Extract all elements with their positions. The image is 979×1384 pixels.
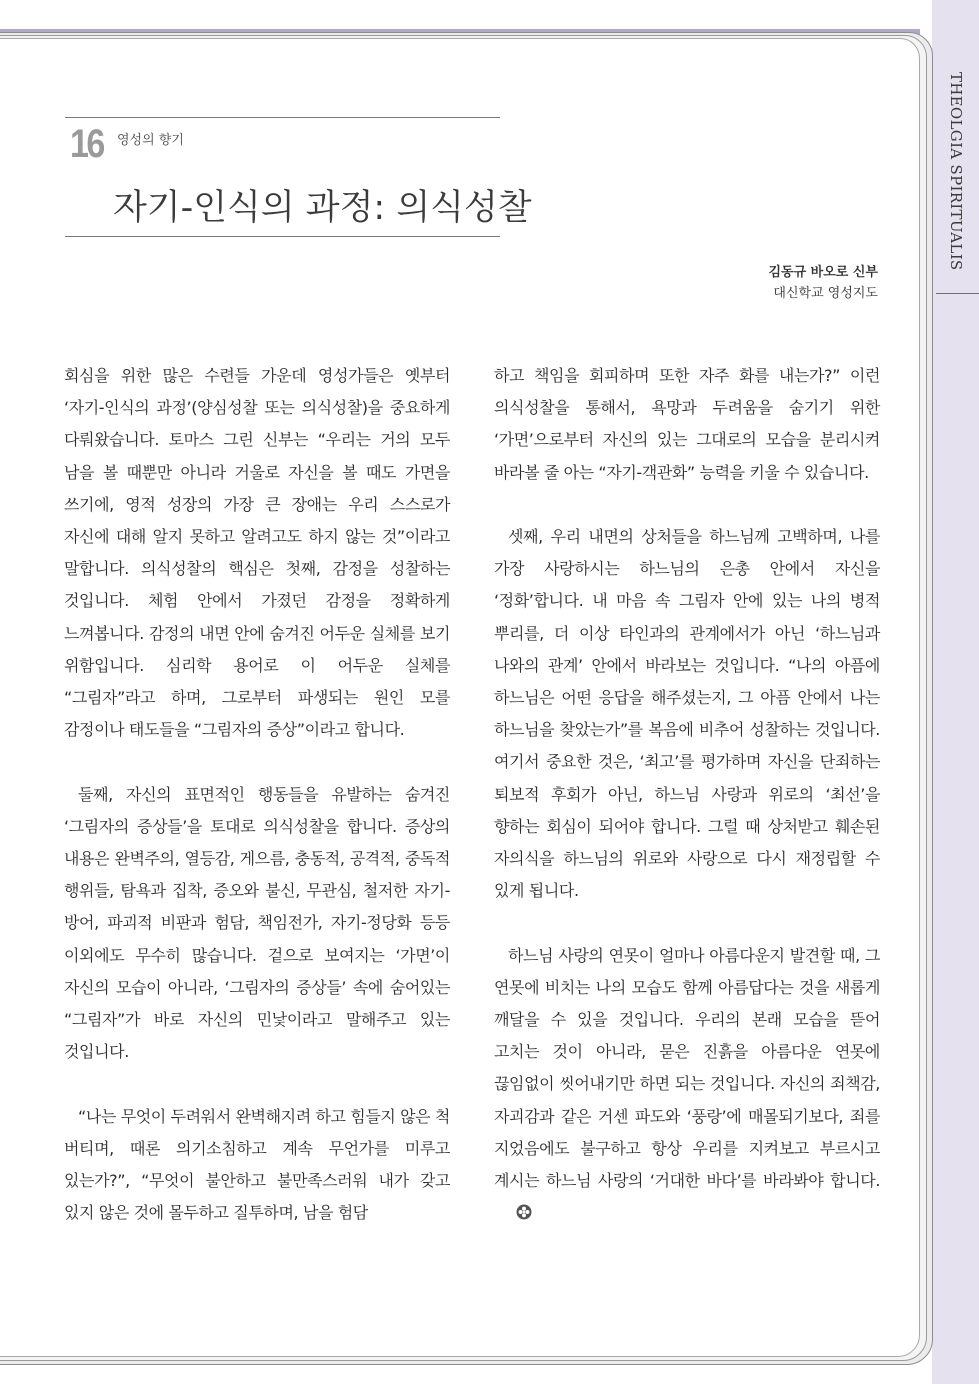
header-rule-top bbox=[65, 117, 500, 118]
side-running-title: THEOLGIA SPIRITUALIS bbox=[947, 72, 965, 271]
author-affiliation: 대신학교 영성지도 bbox=[773, 286, 878, 301]
paragraph-text: 하느님 사랑의 연못이 얼마나 아름다운지 발견할 때, 그 연못에 비치는 나의 모습도 함께 아름답다는 것을 새롭게 깨달을 수 있을 것입니다. 우리의 본래 모습을 뜯어 고치는 것이 아니라, 묻은 진흙을 아름다운 연못에 끊임없이 씻어내기만 하면 되는 것입니다. 자신의 죄책감, 자괴감과 같은 거센 파도와 ‘풍랑’에 매몰되기보다, 죄를 지었음에도 불구하고 항상 우리를 지켜보고 부르시고 계시는 하느님 사랑의 ‘거대한 바다’를 바라봐야 합니다. bbox=[494, 945, 880, 1191]
body-column-left bbox=[64, 360, 450, 1262]
paragraph: 회심을 위한 많은 수련들 가운데 영성가들은 옛부터 ‘자기-인식의 과정’(양심성찰 또는 의식성찰)을 중요하게 다뤄왔습니다. 토마스 그린 신부는 “우리는 거의 모두 남을 볼 때뿐만 아니라 거울로 자신을 볼 때도 가면을 쓰기에, 영적 성장의 가장 큰 장애는 우리 스스로가 자신에 대해 알지 못하고 알려고도 하지 않는 것”이라고 말합니다. 의식성찰의 핵심은 첫째, 감정을 성찰하는 것입니다. 체험 안에서 가졌던 감정을 정확하게 느껴봅니다. 감정의 내면 안에 숨겨진 어두운 실체를 보기 위함입니다. 심리학 용어로 이 어두운 실체를 “그림자”라고 하며, 그로부터 파생되는 원인 모를 감정이나 태도들을 “그림자의 증상”이라고 합니다. bbox=[64, 366, 450, 740]
header-rule-bottom bbox=[65, 236, 500, 237]
section-label: 영성의 향기 bbox=[117, 133, 184, 148]
author-name: 김동규 바오로 신부 bbox=[768, 265, 878, 280]
body-column-right bbox=[494, 360, 880, 1262]
paragraph: 둘째, 자신의 표면적인 행동들을 유발하는 숨겨진 ‘그림자의 증상들’을 토대로 의식성찰을 합니다. 증상의 내용은 완벽주의, 열등감, 게으름, 충동적, 공격적, 중독적 행위들, 탐욕과 집착, 증오와 불신, 무관심, 철저한 자기-방어, 파괴적 비판과 험담, 책임전가, 자기-정당화 등등 이외에도 무수히 많습니다. 겉으로 보여지는 ‘가면’이 자신의 모습이 아니라, ‘그림자의 증상들’ 속에 숨어있는 “그림자”가 바로 자신의 민낯이라고 말해주고 있는 것입니다. bbox=[64, 784, 450, 1062]
page-number: 16 bbox=[70, 122, 103, 166]
paragraph: 셋째, 우리 내면의 상처들을 하느님께 고백하며, 나를 가장 사랑하시는 하느님의 은총 안에서 자신을 ‘정화’합니다. 내 마음 속 그림자 안에 있는 나의 병적 뿌리를, 더 이상 타인과의 관계에서가 아닌 ‘하느님과 나와의 관계’ 안에서 바라보는 것입니다. “나의 아픔에 하느님은 어떤 응답을 해주셨는지, 그 아픔 안에서 나는 하느님을 찾았는가”를 복음에 비추어 성찰하는 것입니다. 여기서 중요한 것은, ‘최고’를 평가하며 자신을 단죄하는 퇴보적 후회가 아닌, 하느님 사랑과 위로의 ‘최선’을 향하는 회심이 되어야 합니다. 그럴 때 상처받고 훼손된 자의식을 하느님의 위로와 사랑으로 다시 재정립할 수 있게 됩니다. bbox=[494, 527, 880, 901]
end-mark-icon bbox=[502, 1199, 518, 1215]
paragraph: 하고 책임을 회피하며 또한 자주 화를 내는가?” 이런 의식성찰을 통해서, 욕망과 두려움을 숨기기 위한 ‘가면’으로부터 자신의 있는 그대로의 모습을 분리시켜 바라볼 줄 아는 “자기-객관화” 능력을 키울 수 있습니다. bbox=[494, 366, 880, 482]
paragraph-final bbox=[494, 940, 880, 1230]
article-title: 자기-인식의 과정: 의식성찰 bbox=[113, 188, 532, 228]
paragraph: “나는 무엇이 두려워서 완벽해지려 하고 힘들지 않은 척 버티며, 때론 의기소침하고 계속 무언가를 미루고 있는가?”, “무엇이 불안하고 불만족스러워 내가 갖고 있지 않은 것에 몰두하고 질투하며, 남을 험담 bbox=[64, 1106, 450, 1223]
side-divider bbox=[936, 293, 979, 294]
